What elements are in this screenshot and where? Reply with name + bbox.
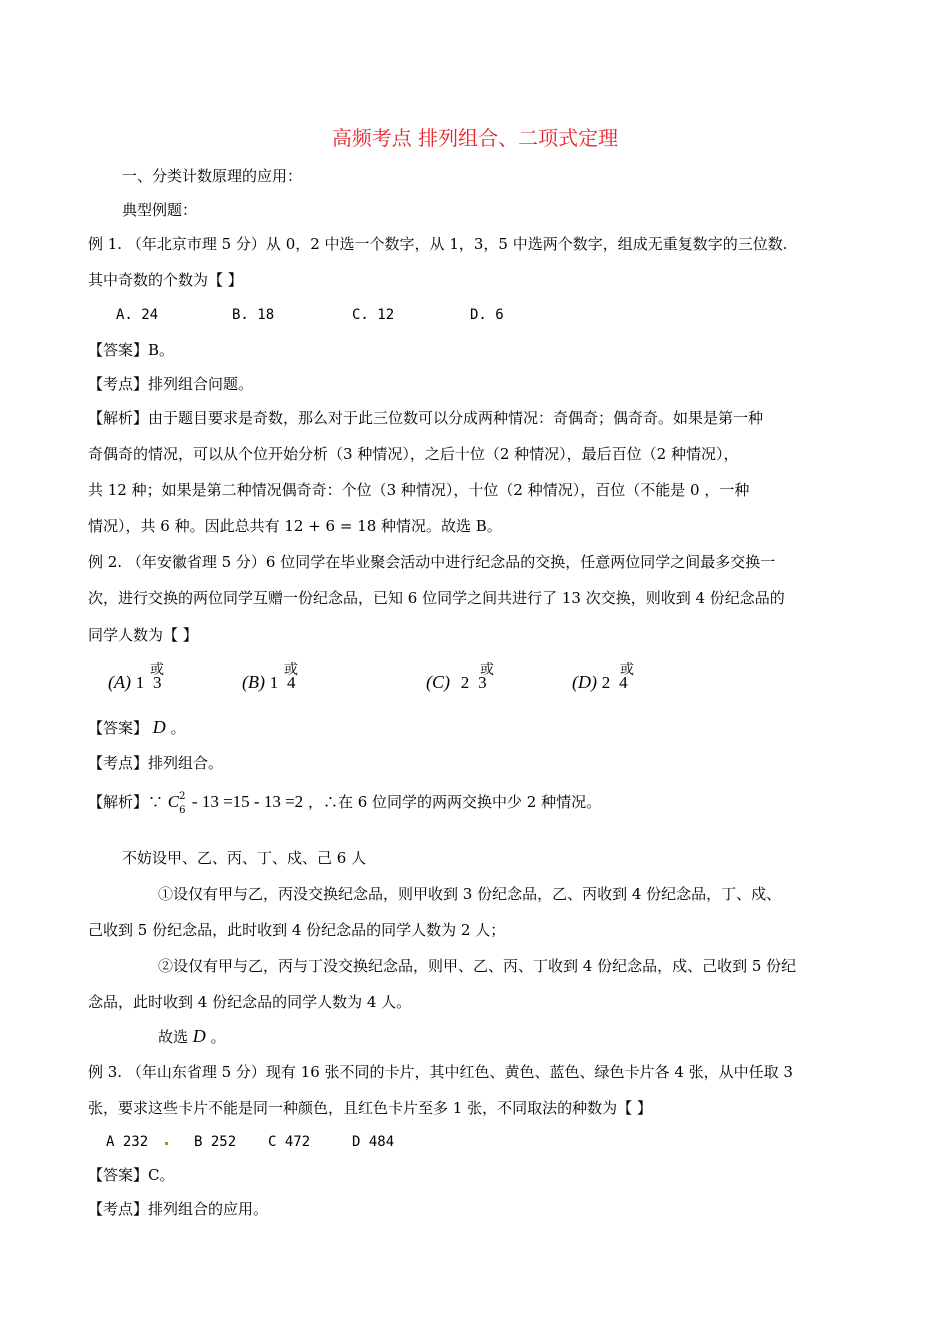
example-2-option-a bbox=[108, 662, 164, 693]
example-3-answer: 【答案】C。 bbox=[88, 1166, 175, 1184]
example-2-option-d bbox=[572, 662, 634, 693]
example-2-final-choice bbox=[158, 1026, 226, 1047]
option-value-second: 4 bbox=[619, 673, 628, 692]
option-label: (C) bbox=[426, 672, 450, 692]
option-label: (D) bbox=[572, 672, 597, 692]
example-1-point: 【考点】排列组合问题。 bbox=[88, 375, 254, 393]
example-2-question-line-2: 次，进行交换的两位同学互赠一份纪念品，已知 6 位同学之间共进行了 13 次交换，则收到 4 份纪念品的 bbox=[88, 589, 785, 607]
example-3-option-a: A 232 bbox=[106, 1134, 149, 1150]
example-2-option-b bbox=[242, 662, 298, 693]
example-2-case-1-line-2: 己收到 5 份纪念品，此时收到 4 份纪念品的同学人数为 2 人； bbox=[88, 921, 506, 939]
solution-equation: - 13 =15 - 13 =2 bbox=[191, 792, 304, 811]
example-1-option-a: A. 24 bbox=[116, 307, 159, 323]
option-value-first: 2 bbox=[601, 673, 611, 692]
option-label: (A) bbox=[108, 672, 131, 692]
option-label: (B) bbox=[242, 672, 265, 692]
example-2-case-2-line-2: 念品，此时收到 4 份纪念品的同学人数为 4 人。 bbox=[88, 993, 412, 1011]
example-2-assumption: 不妨设甲、乙、丙、丁、戍、己 6 人 bbox=[122, 849, 367, 867]
option-value-first: 1 bbox=[135, 673, 145, 692]
example-3-option-b: B 252 bbox=[194, 1134, 237, 1150]
example-1-answer: 【答案】B。 bbox=[88, 341, 175, 359]
option-value-first: 1 bbox=[269, 673, 279, 692]
section-heading: 一、分类计数原理的应用： bbox=[122, 167, 303, 185]
final-suffix: 。 bbox=[210, 1028, 226, 1046]
option-or: 或 bbox=[620, 662, 634, 678]
option-value-second: 4 bbox=[287, 673, 296, 692]
example-3-question-line-2: 张，要求这些卡片不能是同一种颜色，且红色卡片至多 1 张，不同取法的种数为【 】 bbox=[88, 1099, 652, 1117]
example-2-question-line-1: 例 2. （年安徽省理 5 分）6 位同学在毕业聚会活动中进行纪念品的交换，任意两位同学之间最多交换一 bbox=[88, 553, 776, 571]
solution-prefix: 【解析】∵ bbox=[88, 793, 164, 811]
example-2-answer bbox=[88, 717, 186, 738]
solution-conclusion: ，∴在 6 位同学的两两交换中少 2 种情况。 bbox=[307, 793, 602, 811]
example-1-question-line-2: 其中奇数的个数为【 】 bbox=[88, 271, 243, 289]
typical-examples-label: 典型例题： bbox=[122, 201, 198, 219]
example-2-question-line-3: 同学人数为【 】 bbox=[88, 626, 198, 644]
example-1-option-c: C. 12 bbox=[352, 307, 395, 323]
example-3-question-line-1: 例 3. （年山东省理 5 分）现有 16 张不同的卡片，其中红色、黄色、蓝色、绿色卡片各 4 张，从中任取 3 bbox=[88, 1063, 793, 1081]
example-3-option-c: C 472 bbox=[268, 1134, 311, 1150]
example-1-question-line-1: 例 1. （年北京市理 5 分）从 0，2 中选一个数字，从 1，3，5 中选两个数字，组成无重复数字的三位数. bbox=[88, 235, 788, 253]
option-or: 或 bbox=[480, 662, 494, 678]
page-title: 高频考点 排列组合、二项式定理 bbox=[331, 126, 619, 150]
example-2-option-c bbox=[426, 662, 494, 693]
example-2-solution bbox=[88, 791, 602, 816]
final-prefix: 故选 bbox=[158, 1028, 189, 1046]
combination-symbol: C bbox=[167, 792, 180, 811]
example-1-option-d: D. 6 bbox=[470, 307, 504, 323]
example-3-option-d: D 484 bbox=[352, 1134, 395, 1150]
example-1-option-b: B. 18 bbox=[232, 307, 275, 323]
example-1-solution-line-4: 情况），共 6 种。因此总共有 12 + 6 = 18 种情况。故选 B。 bbox=[88, 517, 502, 535]
option-or: 或 bbox=[150, 662, 164, 678]
example-1-solution-line-3: 共 12 种；如果是第二种情况偶奇奇：个位（3 种情况），十位（2 种情况），百位（不能是 0 ，一种 bbox=[88, 481, 750, 499]
combination-indices bbox=[179, 791, 187, 816]
example-2-case-1-line-1: ①设仅有甲与乙，丙没交换纪念品，则甲收到 3 份纪念品，乙、丙收到 4 份纪念品，丁、戍、 bbox=[158, 885, 782, 903]
example-2-case-2-line-1: ②设仅有甲与乙，丙与丁没交换纪念品，则甲、乙、丙、丁收到 4 份纪念品，戍、己收到 5 份纪 bbox=[158, 957, 797, 975]
answer-prefix: 【答案】 bbox=[88, 719, 149, 737]
answer-suffix: 。 bbox=[170, 719, 186, 737]
option-value-second: 3 bbox=[478, 673, 487, 692]
option-value-first: 2 bbox=[460, 673, 470, 692]
answer-value: D bbox=[152, 717, 166, 737]
option-value-second: 3 bbox=[153, 673, 162, 692]
example-1-solution-line-1: 【解析】由于题目要求是奇数，那么对于此三位数可以分成两种情况：奇偶奇；偶奇奇。如果是第一种 bbox=[88, 409, 764, 427]
final-value: D bbox=[192, 1026, 206, 1046]
example-3-point: 【考点】排列组合的应用。 bbox=[88, 1200, 269, 1218]
combination-sup: 2 bbox=[179, 791, 186, 802]
option-or: 或 bbox=[284, 662, 298, 678]
example-1-solution-line-2: 奇偶奇的情况，可以从个位开始分析（3 种情况），之后十位（2 种情况），最后百位（2 种情况）， bbox=[88, 445, 739, 463]
example-2-point: 【考点】排列组合。 bbox=[88, 754, 224, 772]
stray-mark bbox=[165, 1142, 168, 1145]
combination-sub: 6 bbox=[179, 805, 186, 816]
